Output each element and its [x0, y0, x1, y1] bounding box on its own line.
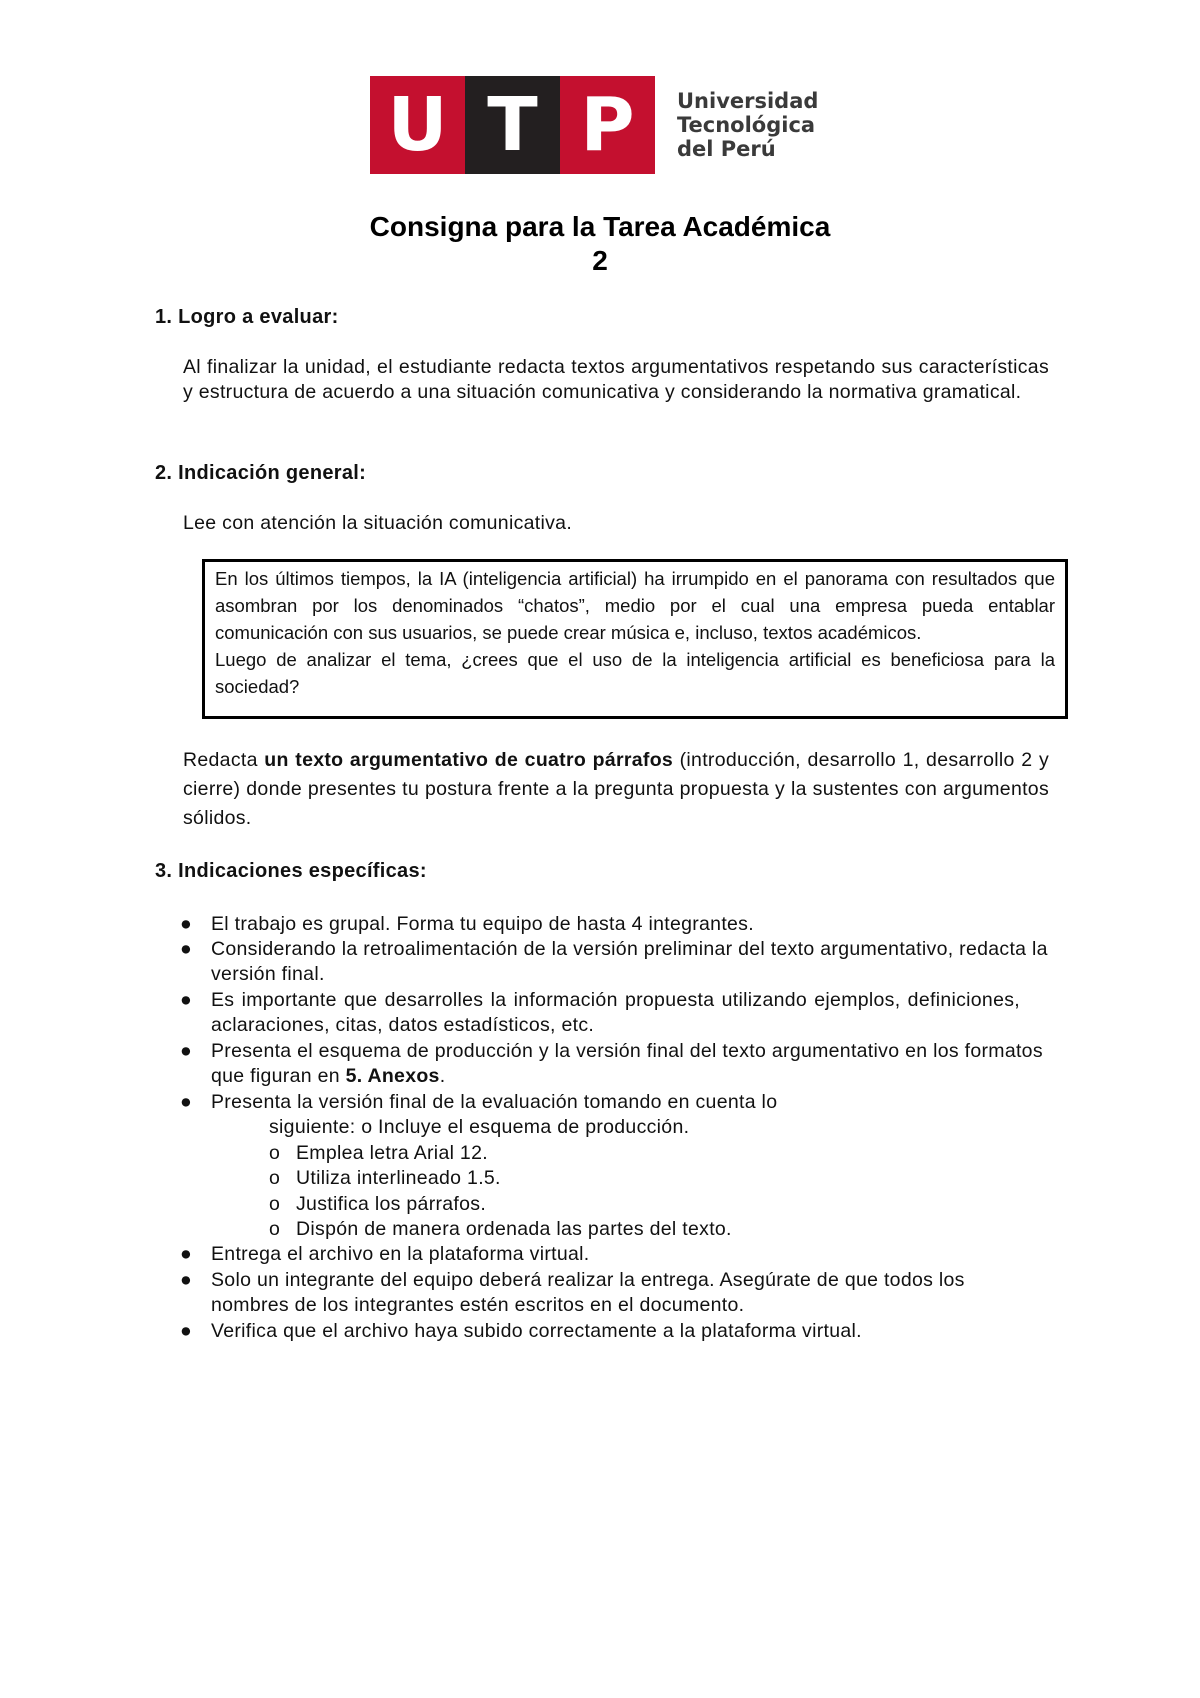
title-line-1: Consigna para la Tarea Académica [369, 211, 831, 242]
logo-name-line: Tecnológica [677, 113, 816, 137]
list-item-text: Considerando la retroalimentación de la versión preliminar del texto argumentativo, redacta la versión final. [211, 938, 1048, 985]
situation-question: Luego de analizar el tema, ¿crees que el uso de la inteligencia artificial es beneficiosa para la sociedad? [215, 649, 1055, 697]
list-item-text-start: Presenta el esquema de producción y la versión final del texto argumentativo en los formatos que figuran en [211, 1040, 1043, 1087]
list-item-text: Verifica que el archivo haya subido correctamente a la plataforma virtual. [211, 1320, 862, 1342]
list-item [180, 1319, 1060, 1344]
sub-bullet-icon: o [269, 1193, 281, 1215]
sub-list-item [269, 1217, 732, 1242]
list-item-text: Es importante que desarrolles la información propuesta utilizando ejemplos, definiciones, aclaraciones, citas, datos estadísticos, etc. [211, 989, 1020, 1036]
logo-university-name [677, 76, 818, 174]
sub-list-item-text: Dispón de manera ordenada las partes del texto. [296, 1218, 732, 1240]
logo-letter-t: T [465, 76, 560, 174]
list-item [180, 937, 1050, 987]
sub-list-item [269, 1192, 486, 1217]
sub-list-item-text: Utiliza interlineado 1.5. [296, 1167, 501, 1189]
list-item [180, 1090, 1060, 1115]
document-title [0, 210, 1200, 278]
bullet-icon: ● [180, 1269, 193, 1291]
bullet-icon: ● [180, 913, 193, 935]
list-item-text [211, 1039, 1060, 1089]
section-3-heading: 3. Indicaciones específicas: [155, 860, 427, 882]
list-item-text-end: . [439, 1065, 446, 1087]
list-item-text: Entrega el archivo en la plataforma virtual. [211, 1243, 590, 1265]
list-item-text: Presenta la versión final de la evaluación tomando en cuenta lo [211, 1091, 778, 1113]
list-item [180, 1242, 1060, 1267]
list-item-text: El trabajo es grupal. Forma tu equipo de hasta 4 integrantes. [211, 913, 754, 935]
title-line-2: 2 [592, 245, 608, 276]
logo-letter-p: P [560, 76, 655, 174]
bullet-icon: ● [180, 1320, 193, 1342]
list-item [180, 1039, 1060, 1089]
bullet-icon: ● [180, 1243, 193, 1265]
section-2-heading: 2. Indicación general: [155, 462, 367, 484]
section-1-heading: 1. Logro a evaluar: [155, 306, 339, 328]
task-suffix: (introducción, desarrollo 1, desarrollo 2 y cierre) donde presentes tu postura frente a la pregunta propuesta y la sustentes con argumentos sólidos. [183, 749, 1049, 829]
sub-list-lead: siguiente: o Incluye el esquema de producción. [269, 1116, 690, 1138]
logo-name-line: Universidad [677, 89, 819, 113]
task-prefix: Redacta [183, 749, 265, 771]
task-emphasis: un texto argumentativo de cuatro párrafos [264, 749, 674, 771]
sub-list-item-text: Emplea letra Arial 12. [296, 1142, 488, 1164]
list-item-text: Solo un integrante del equipo deberá realizar la entrega. Asegúrate de que todos los nombres de los integrantes estén escritos en el documento. [211, 1269, 965, 1316]
bullet-icon: ● [180, 938, 193, 960]
situation-paragraph: En los últimos tiempos, la IA (inteligencia artificial) ha irrumpido en el panorama con resultados que asombran por los denominados “chatos”, medio por el cual una empresa pueda entablar comunicación con sus usuarios, se puede crear música e, incluso, textos académicos. [215, 568, 1055, 643]
section-1-text: Al finalizar la unidad, el estudiante redacta textos argumentativos respetando sus características y estructura de acuerdo a una situación comunicativa y considerando la normativa gramatical. [183, 356, 1049, 403]
list-item [180, 988, 1020, 1038]
list-item [180, 1268, 1020, 1318]
list-item [180, 912, 1050, 937]
sub-list-item-text: Justifica los párrafos. [296, 1193, 487, 1215]
utp-logo [370, 76, 818, 174]
sub-bullet-icon: o [269, 1218, 281, 1240]
sub-list-item [269, 1141, 488, 1166]
bullet-icon: ● [180, 1091, 193, 1113]
logo-name-line: del Perú [677, 137, 776, 161]
sub-list-item [269, 1166, 501, 1191]
section-2-intro: Lee con atención la situación comunicativa. [183, 512, 573, 534]
logo-letter-u: U [370, 76, 465, 174]
bullet-icon: ● [180, 1040, 193, 1062]
communicative-situation-box [202, 559, 1068, 719]
annex-reference: 5. Anexos [345, 1065, 440, 1087]
task-instruction [183, 746, 1049, 833]
sub-bullet-icon: o [269, 1167, 281, 1189]
sub-bullet-icon: o [269, 1142, 281, 1164]
bullet-icon: ● [180, 989, 193, 1011]
